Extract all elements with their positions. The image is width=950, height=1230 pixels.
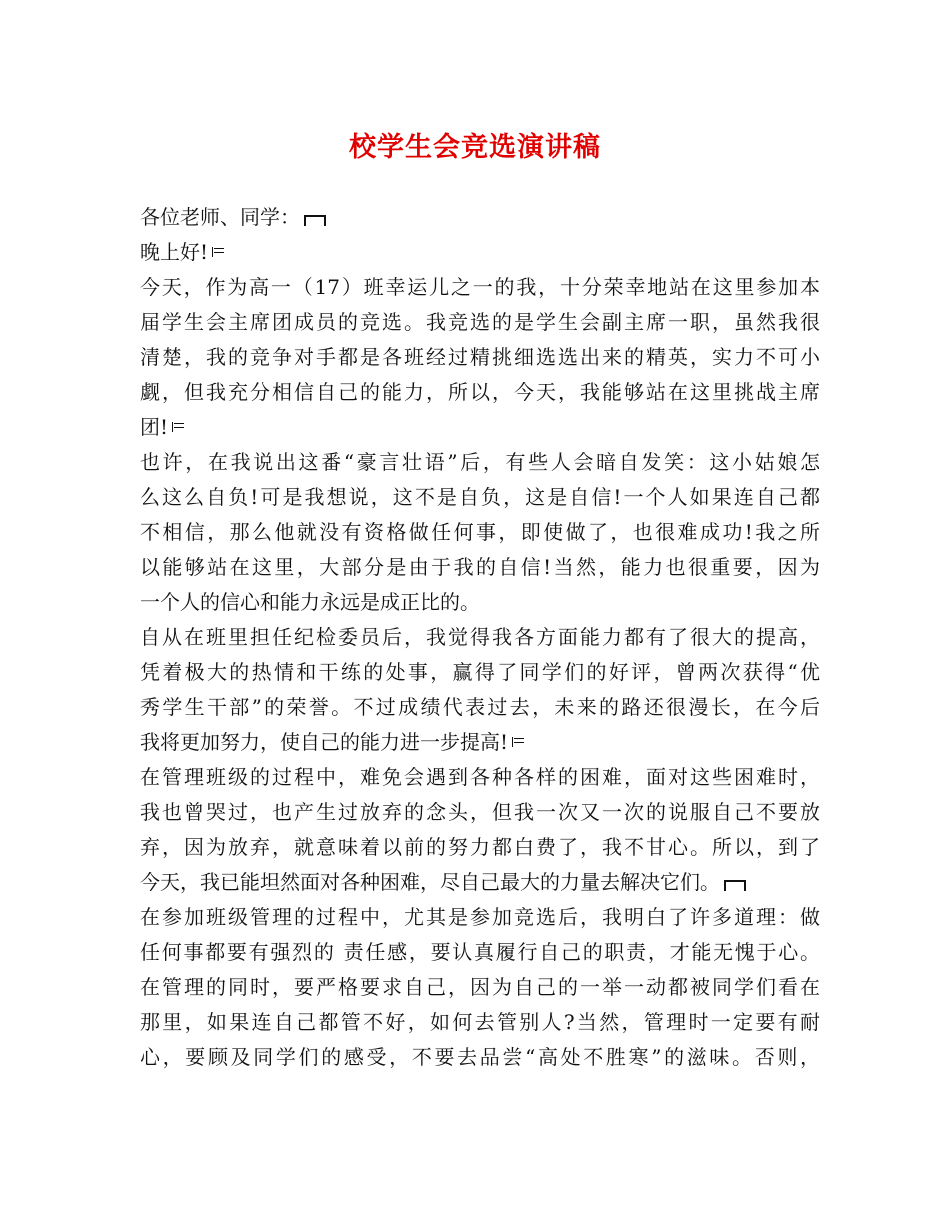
paragraph-mark-icon — [212, 247, 224, 257]
paragraph-line: 团! — [140, 410, 820, 445]
paragraph-line: 么这么自负!可是我想说，这不是自负，这是自信!一个人如果连自己都 — [140, 485, 820, 509]
paragraph-line: 我将更加努力，使自己的能力进一步提高! — [140, 725, 820, 760]
paragraph-line: 我也曾哭过，也产生过放弃的念头，但我一次又一次的说服自己不要放 — [140, 800, 820, 824]
paragraph-line: 一个人的信心和能力永远是成正比的。 — [140, 590, 480, 614]
paragraph-line: 今天，作为高一（17）班幸运儿之一的我，十分荣幸地站在这里参加本 — [140, 275, 820, 299]
paragraph-line: 不相信，那么他就没有资格做任何事，即使做了，也很难成功!我之所 — [140, 520, 820, 544]
section-break-icon — [304, 215, 326, 226]
paragraph-line: 届学生会主席团成员的竞选。我竞选的是学生会副主席一职，虽然我很 — [140, 310, 820, 334]
paragraph-line: 晚上好! — [140, 235, 820, 270]
paragraph-line: 弃，因为放弃，就意味着以前的努力都白费了，我不甘心。所以，到了 — [140, 835, 820, 859]
paragraph-line: 各位老师、同学： — [140, 200, 820, 235]
paragraph-line: 那里，如果连自己都管不好，如何去管别人?当然，管理时一定要有耐 — [140, 1010, 820, 1034]
paragraph-line: 自从在班里担任纪检委员后，我觉得我各方面能力都有了很大的提高， — [140, 625, 820, 649]
paragraph-line: 也许，在我说出这番“豪言壮语”后，有些人会暗自发笑：这小姑娘怎 — [140, 450, 820, 474]
paragraph-line: 在管理班级的过程中，难免会遇到各种各样的困难，面对这些困难时， — [140, 765, 820, 789]
paragraph-mark-icon — [512, 737, 524, 747]
paragraph-line: 以能够站在这里，大部分是由于我的自信!当然，能力也很重要，因为 — [140, 555, 820, 579]
document-title: 校学生会竞选演讲稿 — [349, 132, 601, 163]
document-body — [140, 200, 820, 1075]
paragraph-line: 凭着极大的热情和干练的处事，赢得了同学们的好评，曾两次获得“优 — [140, 660, 820, 684]
section-break-icon — [724, 880, 746, 891]
paragraph-line: 在参加班级管理的过程中，尤其是参加竞选后，我明白了许多道理：做 — [140, 905, 820, 929]
paragraph-line: 清楚，我的竞争对手都是各班经过精挑细选选出来的精英，实力不可小 — [140, 345, 820, 369]
paragraph-line: 秀学生干部”的荣誉。不过成绩代表过去，未来的路还很漫长，在今后 — [140, 695, 820, 719]
paragraph-line: 今天，我已能坦然面对各种困难，尽自己最大的力量去解决它们。 — [140, 865, 820, 900]
paragraph-line: 在管理的同时，要严格要求自己，因为自己的一举一动都被同学们看在 — [140, 975, 820, 999]
paragraph-line: 觑，但我充分相信自己的能力，所以，今天，我能够站在这里挑战主席 — [140, 380, 820, 404]
paragraph-line: 心，要顾及同学们的感受，不要去品尝“高处不胜寒”的滋味。否则， — [140, 1045, 820, 1069]
paragraph-mark-icon — [172, 422, 184, 432]
paragraph-line: 任何事都要有强烈的 责任感，要认真履行自己的职责，才能无愧于心。 — [140, 940, 820, 964]
